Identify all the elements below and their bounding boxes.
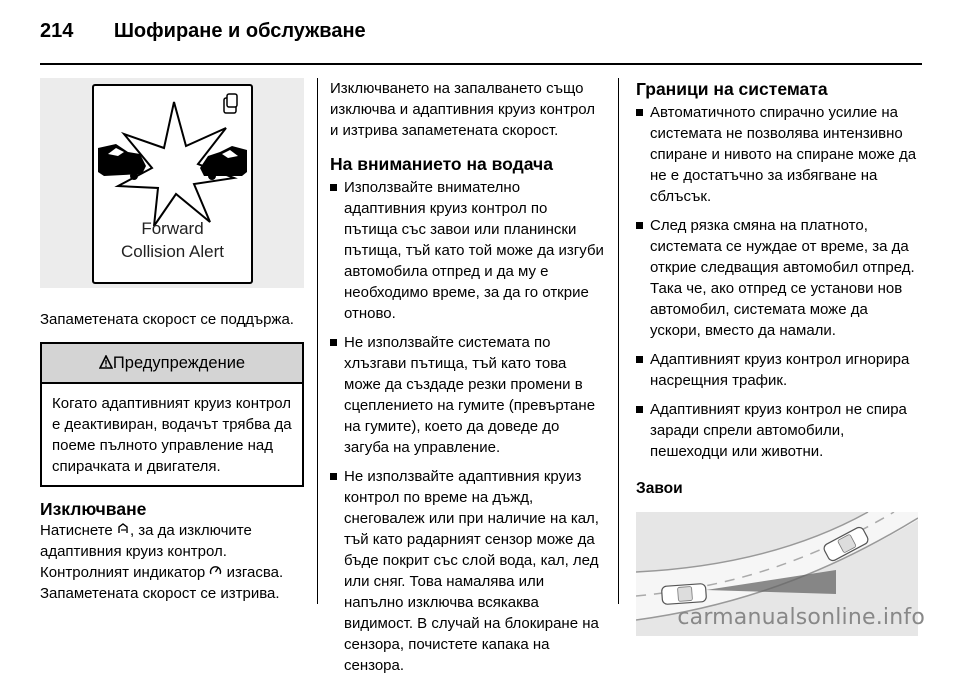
header-rule [40, 63, 922, 65]
figure-label-line2: Collision Alert [121, 242, 224, 261]
system-limits-list [636, 102, 918, 462]
column-3 [636, 78, 918, 636]
warning-triangle-icon [99, 355, 113, 369]
watermark-text: carmanualsonline.info [677, 605, 925, 630]
off-text: Натиснете , за да изключите адаптивния круиз контрол. Контролният индикатор изгасва. Запаметената скорост се изтрива. [40, 522, 284, 602]
column-2 [330, 78, 604, 676]
driver-attention-heading: На вниманието на водача [330, 154, 553, 174]
list-item: Адаптивният круиз контрол не спира заради спрели автомобили, пешеходци или животни. [636, 399, 918, 462]
forward-collision-figure [40, 78, 304, 288]
cruise-off-button-icon [117, 522, 130, 535]
driver-attention-list [330, 177, 604, 676]
column-divider [618, 78, 619, 604]
off-heading: Изключване [40, 499, 147, 519]
list-item: Не използвайте адаптивния круиз контрол по време на дъжд, снеговалеж или при наличие на кал, тъй като радарният сензор може да бъде покрит със слой вода, кал, лед или сняг. Това намалява или напълно изключва всякаква видимост. В случай на блокиране на сензора, почистете капака на сензора. [330, 466, 604, 676]
warning-header [42, 344, 302, 384]
page-title: Шофиране и обслужване [113, 20, 366, 42]
warning-title: Предупреждение [112, 354, 246, 372]
cruise-indicator-icon [209, 564, 222, 577]
curves-heading: Завои [636, 480, 683, 497]
list-item: След рязка смяна на платното, системата се нуждае от време, за да открие следващия автомобил отпред. Така че, ако отпред се установи нов автомобил, системата може да ускори, вместо да намали. [636, 215, 918, 341]
list-item: Използвайте внимателно адаптивния круиз контрол по пътища със завои или планински пътища, тъй като той може да изгуби автомобила отпред и да му е необходимо време, за да го открие отново. [330, 177, 604, 324]
ignition-off-text: Изключването на запалването също изключва и адаптивния круиз контрол и изтрива запаметената скорост. [330, 80, 596, 139]
page-header [40, 20, 366, 50]
list-item: Адаптивният круиз контрол игнорира насрещния трафик. [636, 349, 918, 391]
forward-collision-alert-display [92, 84, 253, 284]
figure-label-line1: Forward [141, 219, 204, 238]
column-1 [40, 78, 304, 604]
column-divider [317, 78, 318, 604]
list-item: Автоматичното спирачно усилие на системата не позволява интензивно спиране и нивото на спиране може да не е достатъчно за избягване на сблъсък. [636, 102, 918, 207]
list-item: Не използвайте системата по хлъзгави пътища, тъй като това може да създаде резки промени в сцеплението на гумите (превъртане на гумите), което да доведе до загуба на управление. [330, 332, 604, 458]
warning-body: Когато адаптивният круиз контрол е деактивиран, водачът трябва да поеме пълното управление над спирачката и двигателя. [52, 395, 292, 475]
page-number: 214 [40, 20, 74, 42]
speed-kept-text: Запаметената скорост се поддържа. [40, 311, 294, 328]
warning-box [40, 342, 304, 487]
system-limits-heading: Граници на системата [636, 79, 828, 99]
